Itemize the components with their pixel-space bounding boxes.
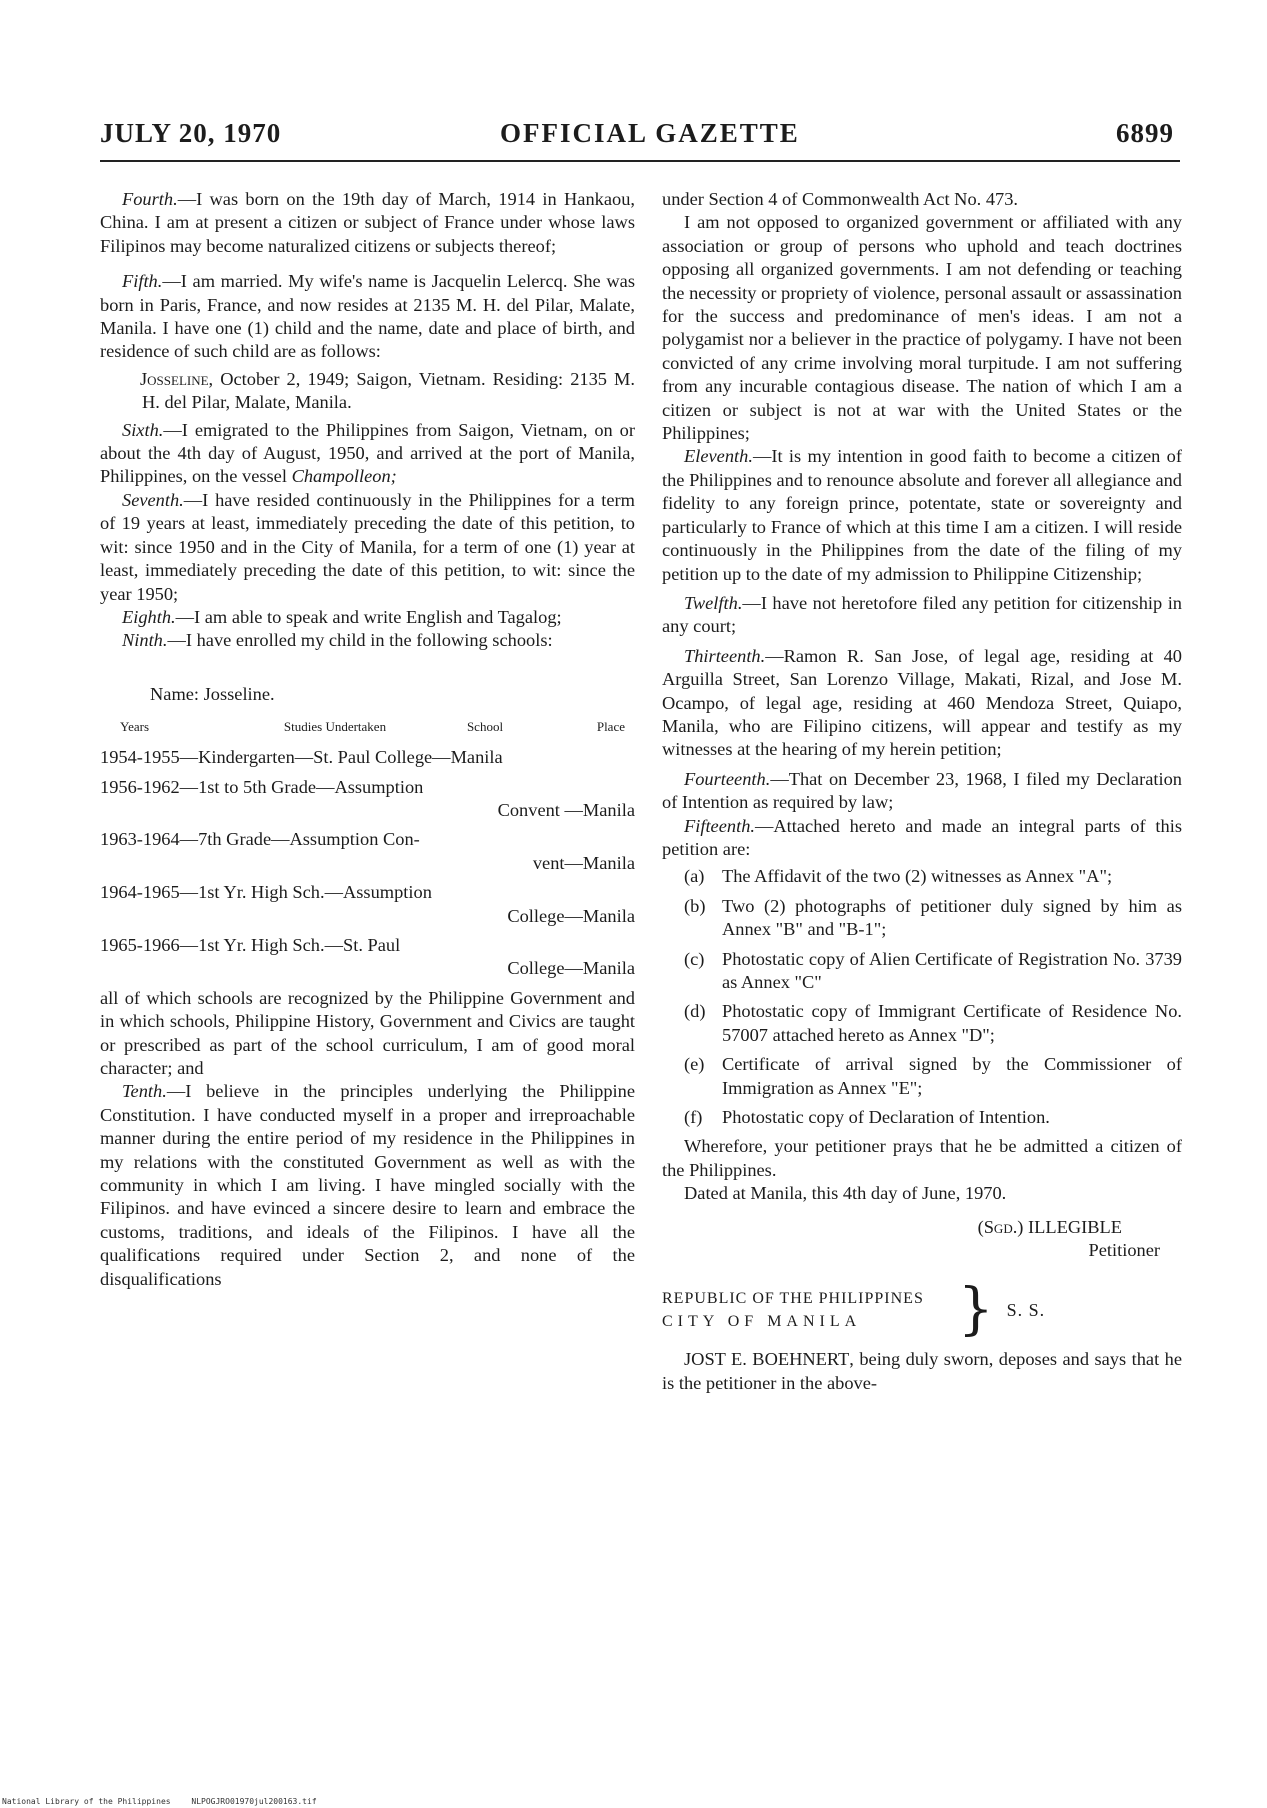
header-studies: Studies Undertaken (283, 719, 387, 735)
paragraph-fifteenth (662, 815, 1182, 862)
heading-twelfth: Twelfth. (684, 592, 743, 613)
annex-item (684, 1053, 1182, 1100)
child-name-line: Name: Josseline. (150, 683, 275, 704)
school-row (100, 828, 635, 875)
annex-text: Photostatic copy of Declaration of Intention. (722, 1107, 1050, 1128)
signature: (Sgd.) ILLEGIBLE (977, 1216, 1122, 1237)
annex-text: Two (2) photographs of petitioner duly signed by him as Annex "B" and "B-1"; (722, 895, 1182, 940)
text-thirteenth: —Ramon R. San Jose, of legal age, residing at 40 Arguilla Street, San Lorenzo Village, Makati, Rizal, and Jose M. Ocampo, of legal age, residing at 460 Mendoza Street, Quiapo, Manila, who are Filipino citizens, will appear and testify as my witnesses at the hearing of my herein petition; (662, 645, 1182, 760)
annex-item (684, 865, 1182, 888)
paragraph-wherefore: Wherefore, your petitioner prays that he be admitted a citizen of the Philippines. (662, 1136, 1182, 1180)
venue-block (662, 1277, 1182, 1343)
annex-text: The Affidavit of the two (2) witnesses as Annex "A"; (722, 866, 1113, 887)
heading-fourth: Fourth. (122, 189, 178, 209)
header-rule (100, 160, 1180, 162)
paragraph-eighth (100, 606, 635, 629)
venue-ss: S. S. (1006, 1299, 1046, 1320)
paragraph-eleventh (662, 445, 1182, 585)
venue-brace: } (958, 1277, 995, 1343)
annex-text: Certificate of arrival signed by the Commissioner of Immigration as Annex "E"; (722, 1054, 1182, 1098)
venue-lines (662, 1287, 952, 1334)
vessel-name: Champolleon; (291, 466, 397, 487)
heading-fourteenth: Fourteenth. (684, 768, 771, 789)
paragraph-seventh (100, 489, 635, 606)
paragraph-twelfth (662, 592, 1182, 639)
paragraph-dated: Dated at Manila, this 4th day of June, 1970. (684, 1183, 1007, 1204)
annex-item (684, 1000, 1182, 1047)
school-row-line1: 1954-1955—Kindergarten—St. Paul College—Manila (100, 747, 503, 768)
school-row-line2: vent—Manila (532, 852, 635, 873)
school-row-line2: College—Manila (507, 905, 635, 926)
school-row (100, 934, 635, 981)
text-eleventh: —It is my intention in good faith to become a citizen of the Philippines and to renounce absolute and forever all allegiance and fidelity to any foreign prince, potentate, state or sovereignty and particularly to France of which at this time I am a citizen. I will reside continuously in the Philippines from the date of the filing of my petition up to the date of my admission to Philippine Citizenship; (662, 446, 1182, 584)
page-number: 6899 (1116, 118, 1174, 148)
paragraph-fifth (100, 270, 635, 364)
paragraph-affidavit (662, 1348, 1182, 1395)
heading-fifteenth: Fifteenth. (684, 815, 755, 836)
header-years: Years (120, 719, 150, 735)
footer-file: NLPOGJRO01970jul200163.tif (191, 1797, 317, 1806)
school-row-line1: 1964-1965—1st Yr. High Sch.—Assumption (100, 882, 432, 903)
text-fifteenth: —Attached hereto and made an integral parts of this petition are: (662, 815, 1182, 859)
annex-text: Photostatic copy of Immigrant Certificate of Residence No. 57007 attached hereto as Annex "D"; (722, 1001, 1182, 1045)
heading-eighth: Eighth. (122, 606, 176, 627)
right-column (662, 188, 1182, 1395)
paragraph-continuation: under Section 4 of Commonwealth Act No. 473. (662, 189, 1019, 209)
school-row (100, 746, 635, 769)
text-fifth: —I am married. My wife's name is Jacquelin Lelercq. She was born in Paris, France, and now resides at 2135 M. H. del Pilar, Malate, Manila. I have one (1) child and the name, date and place of birth, and residence of such child are as follows: (100, 271, 635, 362)
child-entry (142, 368, 635, 415)
paragraph-fourth (100, 188, 635, 258)
paragraph-sixth (100, 419, 635, 489)
footer-library: National Library of the Philippines (2, 1797, 171, 1806)
school-row-line1: 1963-1964—7th Grade—Assumption Con- (100, 829, 420, 850)
heading-fifth: Fifth. (122, 271, 163, 292)
affidavit-text: , being duly sworn, deposes and says that he is the petitioner in the above- (662, 1349, 1182, 1393)
left-column (100, 188, 635, 1291)
text-seventh: —I have resided continuously in the Philippines for a term of 19 years at least, immediately preceding the date of this petition, to wit: since 1950 and in the City of Manila, for a term of one (1) year at least, immediately preceding the date of this petition, to wit: since the year 1950; (100, 489, 635, 604)
publication-title: OFFICIAL GAZETTE (500, 118, 800, 148)
text-sixth: —I emigrated to the Philippines from Saigon, Vietnam, on or about the 4th day of August, 1950, and arrived at the port of Manila, Philippines, on the vessel (100, 419, 635, 487)
annex-label: (a) (684, 866, 705, 887)
signature-title: Petitioner (1088, 1240, 1160, 1261)
heading-seventh: Seventh. (122, 489, 184, 510)
school-row-line2: Convent —Manila (497, 799, 635, 820)
text-ninth: —I have enrolled my child in the following schools: (167, 630, 553, 651)
heading-eleventh: Eleventh. (684, 446, 753, 467)
affiant-name: JOST E. BOEHNERT (684, 1349, 850, 1370)
school-row-line1: 1956-1962—1st to 5th Grade—Assumption (100, 776, 424, 797)
venue-republic: REPUBLIC OF THE PHILIPPINES (662, 1290, 924, 1308)
heading-ninth: Ninth. (122, 630, 168, 651)
annex-item (684, 895, 1182, 942)
issue-date: JULY 20, 1970 (100, 118, 282, 148)
schools-table-header (100, 720, 635, 734)
school-row-line2: College—Manila (507, 958, 635, 979)
paragraph-fourteenth (662, 768, 1182, 815)
annex-item (684, 1106, 1182, 1129)
header-school: School (466, 719, 504, 735)
text-twelfth: —I have not heretofore filed any petition for citizenship in any court; (662, 592, 1182, 637)
text-fourteenth: —That on December 23, 1968, I filed my Declaration of Intention as required by law; (662, 768, 1182, 813)
annex-item (684, 948, 1182, 995)
school-row (100, 881, 635, 928)
annex-text: Photostatic copy of Alien Certificate of Registration No. 3739 as Annex "C" (722, 948, 1182, 992)
venue-city: CITY OF MANILA (662, 1313, 862, 1331)
paragraph-not-opposed: I am not opposed to organized government or affiliated with any association or group of persons who uphold and teach doctrines opposing all organized governments. I am not defending or teaching the necessity or propriety of violence, personal assault or assassination for the success and predominance of men's ideas. I am not a polygamist nor a believer in the practice of polygamy. I have not been convicted of any crime involving moral turpitude. I am not suffering from any incurable contagious disease. The nation of which I am a citizen or subject is not at war with the United States or the Philippines; (662, 212, 1182, 444)
header-place: Place (596, 719, 625, 735)
signature-line (662, 1216, 1182, 1239)
school-row (100, 776, 635, 823)
annex-label: (c) (684, 948, 705, 969)
annex-label: (b) (684, 895, 706, 916)
child-name: Josseline (140, 368, 209, 389)
paragraph-ninth (100, 629, 635, 652)
paragraph-thirteenth (662, 645, 1182, 762)
scan-footer (2, 1797, 333, 1806)
annex-label: (f) (684, 1107, 703, 1128)
text-fourth: —I was born on the 19th day of March, 1914 in Hankaou, China. I am at present a citizen or subject of France under whose laws Filipinos may become naturalized citizens or subjects thereof; (100, 189, 635, 256)
child-details: , October 2, 1949; Saigon, Vietnam. Residing: 2135 M. H. del Pilar, Malate, Manila. (142, 368, 635, 413)
paragraph-after-schools: all of which schools are recognized by the Philippine Government and in which schools, Philippine History, Government and Civics are taught or prescribed as part of the school curriculum, I am of good moral character; and (100, 987, 635, 1078)
text-tenth: —I believe in the principles underlying the Philippine Constitution. I have conducted myself in a proper and irreproachable manner during the entire period of my residence in the Philippines in my relations with the constituted Government as well as with the community in which I am living. I have mingled socially with the Filipinos. and have evinced a sincere desire to learn and embrace the customs, traditions, and ideals of the Filipinos. I have all the qualifications required under Section 2, and none of the disqualifications (100, 1081, 635, 1289)
annex-label: (d) (684, 1001, 706, 1022)
text-eighth: —I am able to speak and write English and Tagalog; (175, 606, 562, 627)
paragraph-tenth (100, 1080, 635, 1291)
annex-label: (e) (684, 1054, 705, 1075)
school-row-line1: 1965-1966—1st Yr. High Sch.—St. Paul (100, 934, 401, 955)
heading-tenth: Tenth. (122, 1081, 167, 1102)
heading-thirteenth: Thirteenth. (684, 645, 766, 666)
heading-sixth: Sixth. (122, 419, 164, 440)
